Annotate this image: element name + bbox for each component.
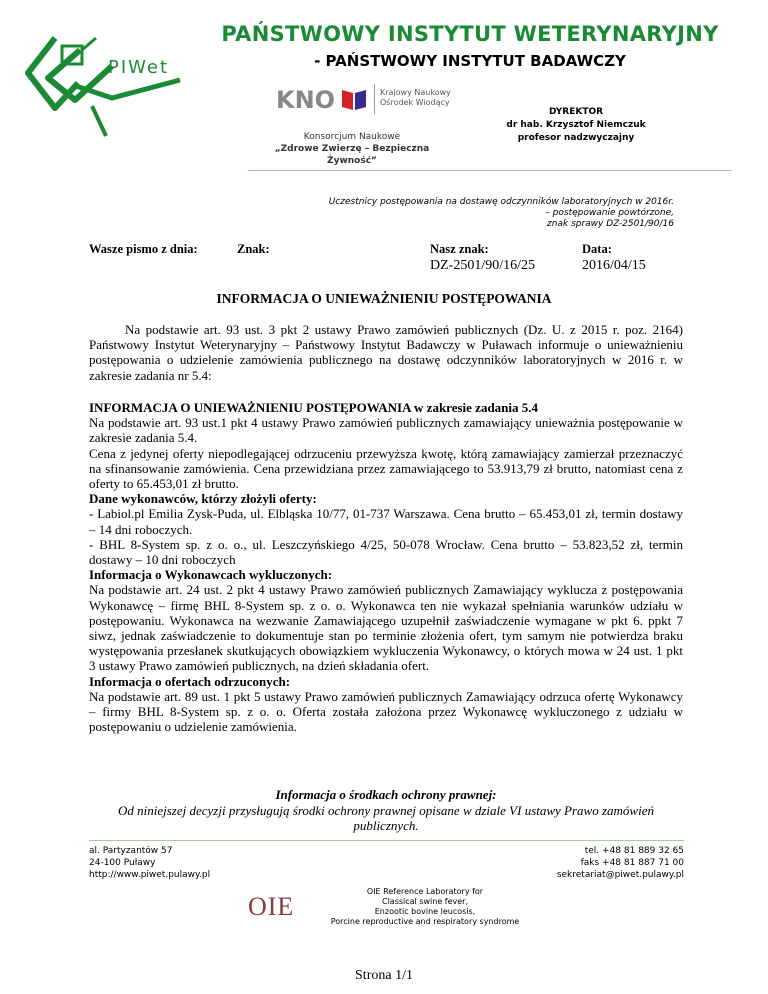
website-link[interactable]: http://www.piwet.pulawy.pl bbox=[89, 870, 211, 880]
kno-logo-text: KNO bbox=[276, 86, 336, 114]
footer-contact bbox=[476, 845, 684, 881]
consortium-line-2: „Zdrowe Zwierzę – Bezpieczna Żywność” bbox=[274, 144, 430, 166]
legal-text: Od niniejszej decyzji przysługują środki ochrony prawnej opisane w dziale VI ustawy Prawo zamówień publicznych. bbox=[118, 802, 654, 833]
consortium-caption bbox=[252, 131, 452, 167]
date-label: Data: bbox=[582, 242, 612, 256]
header-divider bbox=[248, 170, 732, 171]
institute-title: PAŃSTWOWY INSTYTUT WETERYNARYJNY bbox=[221, 22, 719, 46]
recipients-line-1: Uczestnicy postępowania na dostawę odczynników laboratoryjnych w 2016r. bbox=[328, 197, 674, 207]
director-block bbox=[476, 106, 676, 145]
excluded-heading: Informacja o Wykonawcach wykluczonych: bbox=[89, 567, 333, 583]
oie-caption bbox=[330, 887, 520, 927]
director-role: profesor nadzwyczajny bbox=[517, 133, 635, 143]
piwet-logo-text: PIWet bbox=[108, 57, 170, 78]
kno-book-icon bbox=[340, 88, 368, 112]
piwet-logo-icon bbox=[20, 28, 200, 138]
kno-divider bbox=[374, 84, 375, 114]
kno-line-2: Ośrodek Wiodący bbox=[380, 98, 450, 107]
rejected-heading: Informacja o ofertach odrzuconych: bbox=[89, 673, 291, 689]
fax-number: faks +48 81 887 71 00 bbox=[580, 858, 684, 868]
bidders-heading: Dane wykonawców, którzy złożyli oferty: bbox=[89, 491, 317, 507]
section-paragraph-2: Cena z jedynej oferty niepodlegającej odrzuceniu przewyższa kwotę, którą zamawiający zamierzał przeznaczyć na sfinansowanie zamówienia. Cena przewidziana przez zamawiającego to 53.913,79 zł brutto, natomiast cena z oferty to 65.453,01 zł brutto. bbox=[89, 445, 683, 492]
kno-line-1: Krajowy Naukowy bbox=[380, 88, 451, 97]
oie-logo-text: OIE bbox=[248, 892, 295, 921]
sign-label: Znak: bbox=[237, 242, 270, 256]
phone-number: tel. +48 81 889 32 65 bbox=[584, 846, 684, 856]
address-line-2: 24-100 Puławy bbox=[89, 858, 156, 868]
address-line-1: al. Partyzantów 57 bbox=[89, 846, 173, 856]
oie-logo bbox=[240, 892, 322, 930]
section-heading: INFORMACJA O UNIEWAŻNIENIU POSTĘPOWANIA w zakresie zadania 5.4 bbox=[89, 400, 539, 415]
recipients-block bbox=[300, 197, 674, 230]
piwet-logo bbox=[20, 28, 200, 138]
legal-remedies bbox=[89, 787, 683, 834]
our-sign-value: DZ-2501/90/16/25 bbox=[430, 258, 535, 273]
document-heading: INFORMACJA O UNIEWAŻNIENIU POSTĘPOWANIA bbox=[216, 291, 552, 306]
oie-line-1: OIE Reference Laboratory for bbox=[366, 887, 484, 896]
section-paragraph-1: Na podstawie art. 93 ust.1 pkt 4 ustawy Prawo zamówień publicznych zamawiający unieważnia postępowanie w zakresie zadania 5.4. bbox=[89, 415, 683, 446]
kno-caption bbox=[380, 88, 451, 108]
legal-heading: Informacja o środkach ochrony prawnej: bbox=[275, 787, 497, 802]
oie-line-3: Enzootic bovine leucosis, bbox=[374, 907, 476, 916]
recipients-line-3: znak sprawy DZ-2501/90/16 bbox=[547, 219, 674, 229]
main-section bbox=[89, 400, 683, 734]
date-value: 2016/04/15 bbox=[582, 258, 646, 273]
oie-line-2: Classical swine fever, bbox=[381, 897, 469, 906]
director-name: dr hab. Krzysztof Niemczuk bbox=[506, 120, 646, 130]
rejected-text: Na podstawie art. 89 ust. 1 pkt 5 ustawy Prawo zamówień publicznych Zamawiający odrzuca ofertę Wykonawcy – firmy BHL 8-System sp. z o. o. Oferta została założona przez Wykonawcę wykluczonego z udziału w postępowaniu o udzielenie zamówienia. bbox=[89, 688, 683, 735]
oie-line-4: Porcine reproductive and respiratory syndrome bbox=[330, 917, 520, 926]
our-sign-label: Nasz znak: bbox=[430, 242, 489, 256]
page-number: Strona 1/1 bbox=[355, 968, 413, 983]
recipients-line-2: – postępowanie powtórzone, bbox=[545, 208, 674, 218]
your-letter-label: Wasze pismo z dnia: bbox=[89, 242, 198, 256]
kno-logo bbox=[258, 80, 468, 120]
intro-paragraph bbox=[89, 322, 683, 383]
institute-subtitle: - PAŃSTWOWY INSTYTUT BADAWCZY bbox=[314, 52, 626, 70]
director-title: DYREKTOR bbox=[548, 107, 604, 117]
bidder-1: - Labiol.pl Emilia Zysk-Puda, ul. Elbląska 10/77, 01-737 Warszawa. Cena brutto – 65.453,01 zł, termin dostawy – 14 dni roboczych. bbox=[89, 506, 683, 537]
intro-text: Na podstawie art. 93 ust. 3 pkt 2 ustawy Prawo zamówień publicznych (Dz. U. z 2015 r. poz. 2164) Państwowy Instytut Weterynaryjny – Państwowy Instytut Badawczy w Puławach informuje o unieważnieniu postępowania o udzielenie zamówienia publicznego na dostawę odczynników laboratoryjnych w 2016 r. w zakresie zadania nr 5.4: bbox=[89, 322, 683, 383]
consortium-line-1: Konsorcjum Naukowe bbox=[303, 132, 401, 142]
bidder-2: - BHL 8-System sp. z o. o., ul. Leszczyńskiego 4/25, 50-078 Wrocław. Cena brutto – 53.823,52 zł, termin dostawy – 10 dni roboczych bbox=[89, 536, 683, 568]
email-link[interactable]: sekretariat@piwet.pulawy.pl bbox=[556, 870, 684, 880]
footer-divider bbox=[89, 840, 684, 841]
excluded-text: Na podstawie art. 24 ust. 2 pkt 4 ustawy Prawo zamówień publicznych Zamawiający wyklucza z postępowania Wykonawcę – firmę BHL 8-System sp. z o. o. Wykonawca ten nie wykazał spełniania warunków udziału w postępowaniu. Wykonawca na wezwanie Zamawiającego uzupełnił zaświadczenie wymagane w pkt 6. ppkt 7 siwz, jednak zaświadczenie to dokumentuje stan po terminie złożenia ofert, tym samym nie potwierdza braku występowania przesłanek skutkujących obowiązkiem wykluczenia Wykonawcy, o których mowa w 24 ust. 1 pkt 3 ustawy Prawo zamówień publicznych, na dzień składania ofert. bbox=[89, 582, 683, 674]
footer-address bbox=[89, 845, 210, 881]
